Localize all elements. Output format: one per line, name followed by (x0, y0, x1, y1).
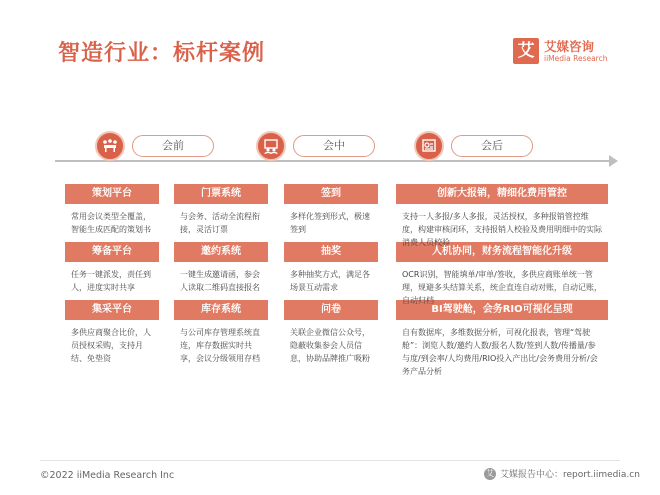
card-desc: 支持一人多报/多人多报，灵活授权，多种报销管控维度，构建审核闭环，支持报销人校验及费用明细中的实际消费人员校验 (402, 212, 602, 247)
card-desc: 自有数据库，多维数据分析，可视化报表，管理“驾驶舱”：浏览人数/邀约人数/报名人数/签到人数/传播量/参与度/到会率/人均费用/RIO投入产出比/会务费用分析/会务产品分析 (402, 328, 598, 376)
card-checkin (284, 184, 378, 242)
card-desc: 多样化签到形式，极速签到 (290, 212, 370, 234)
card-desc: OCR识别，智能填单/审单/签收，多供应商账单统一管理，规避多头结算关系，统企直连自动对账，自动记账，自动归档 (402, 270, 602, 305)
card-desc: 与公司库存管理系统直连，库存数据实时共享，会议分级领用存档 (180, 328, 260, 363)
column-during (284, 184, 378, 363)
card-head: 库存系统 (174, 300, 268, 320)
phase-pill-before: 会前 (132, 135, 214, 157)
card-expense-control (396, 184, 608, 247)
phase-pill-during: 会中 (293, 135, 375, 157)
card-desc: 多种抽奖方式，满足各场景互动需求 (290, 270, 370, 292)
card-questionnaire (284, 300, 378, 363)
card-head: 抽奖 (284, 242, 378, 262)
logo-mark: 艾 (513, 38, 539, 64)
card-head: 人机协同，财务流程智能化升级 (396, 242, 608, 262)
footer-divider (40, 460, 620, 461)
card-desc: 一键生成邀请函，参会人读取二维码直接报名 (180, 270, 260, 292)
card-head: 问卷 (284, 300, 378, 320)
card-head: 邀约系统 (174, 242, 268, 262)
card-planning-platform (65, 184, 159, 242)
column-after (396, 184, 608, 376)
footer-source (484, 467, 640, 480)
phase-pill-after: 会后 (451, 135, 533, 157)
card-head: 策划平台 (65, 184, 159, 204)
card-head: 筹备平台 (65, 242, 159, 262)
card-desc: 与会务、活动全流程衔接，灵活订票 (180, 212, 260, 234)
card-head: 集采平台 (65, 300, 159, 320)
card-lottery (284, 242, 378, 300)
iimedia-small-icon: 艾 (486, 468, 494, 478)
card-ticket-system (174, 184, 268, 242)
iimedia-logo (513, 38, 613, 66)
footer-source-text[interactable]: 艾媒报告中心：report.iimedia.cn (500, 470, 640, 480)
card-head: BI驾驶舱，会务RIO可视化呈现 (396, 300, 608, 320)
card-inventory-system (174, 300, 268, 363)
card-invite-system (174, 242, 268, 300)
timeline-arrow (609, 155, 618, 167)
page-title: 智造行业：标杆案例 (58, 41, 266, 66)
column-before-systems (174, 184, 268, 363)
card-head: 创新大报销，精细化费用管控 (396, 184, 608, 204)
card-head: 门票系统 (174, 184, 268, 204)
card-finance-automation (396, 242, 608, 305)
column-before-planning (65, 184, 159, 363)
timeline-line (55, 160, 613, 162)
logo-en-text: iiMedia Research (544, 54, 608, 63)
card-procurement-platform (65, 300, 159, 363)
card-bi-cockpit (396, 300, 608, 376)
conference-table-icon (95, 131, 125, 161)
logo-cn-text: 艾媒咨询 (544, 39, 595, 54)
footer-copyright: ©2022 iiMedia Research Inc (40, 470, 175, 481)
card-desc: 常用会议类型全覆盖，智能生成匹配的策划书 (71, 212, 151, 234)
card-desc: 任务一键派发，责任到人，进度实时共享 (71, 270, 151, 292)
card-head: 签到 (284, 184, 378, 204)
card-prep-platform (65, 242, 159, 300)
card-desc: 关联企业微信公众号，隐蔽收集参会人员信息，协助品牌推广吸粉 (290, 328, 370, 363)
meeting-people-icon (256, 131, 286, 161)
report-document-icon (414, 131, 444, 161)
card-desc: 多供应商聚合比价，人员授权采购，支持月结、免垫资 (71, 328, 151, 363)
